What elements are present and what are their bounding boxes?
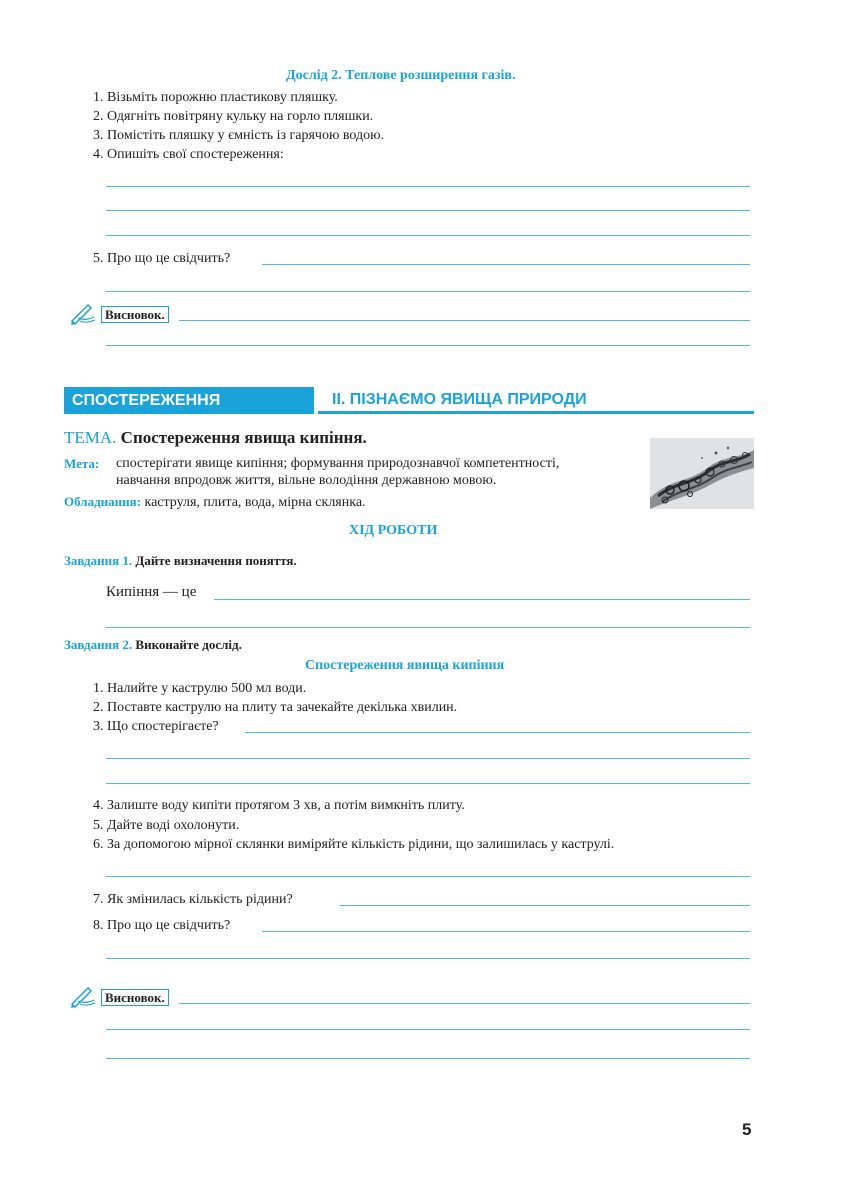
conclusion-label: Висновок. — [101, 989, 169, 1006]
goal-text: навчання впродовж життя, вільне володіння державною мовою. — [116, 473, 497, 488]
answer-line[interactable] — [106, 186, 750, 187]
answer-line[interactable] — [262, 264, 750, 265]
boiling-photo — [650, 438, 754, 509]
answer-line[interactable] — [340, 905, 750, 906]
task2-heading — [64, 637, 242, 653]
answer-line[interactable] — [106, 235, 750, 236]
list-item: 2. Поставте каструлю на плиту та зачекайте декілька хвилин. — [93, 700, 458, 715]
equipment-label: Обладнання: — [64, 494, 141, 509]
answer-line[interactable] — [106, 876, 750, 877]
list-item: 7. Як змінилась кількість рідини? — [93, 892, 293, 907]
section-label: СПОСТЕРЕЖЕННЯ — [64, 387, 314, 414]
answer-line[interactable] — [245, 732, 750, 733]
goal-text: спостерігати явище кипіння; формування природознавчої компетентності, — [116, 456, 560, 471]
answer-line[interactable] — [214, 599, 750, 600]
task1-heading — [64, 553, 297, 569]
list-item: 4. Залиште воду кипіти протягом 3 хв, а потім вимкніть плиту. — [93, 798, 465, 813]
answer-line[interactable] — [106, 783, 750, 784]
answer-line[interactable] — [106, 958, 750, 959]
list-item: 8. Про що це свідчить? — [93, 918, 231, 933]
experiment-subtitle: Спостереження явища кипіння — [305, 658, 505, 673]
answer-line[interactable] — [106, 1029, 750, 1030]
experiment-title: Дослід 2. Теплове розширення газів. — [286, 68, 516, 83]
topic-heading — [64, 428, 367, 448]
conclusion-label: Висновок. — [101, 306, 169, 323]
equipment — [64, 493, 366, 511]
task2-label: Завдання 2. — [64, 637, 133, 652]
goal-label: Мета: — [64, 456, 100, 471]
task2-text: Виконайте дослід. — [135, 637, 242, 652]
list-item: 3. Що спостерігаєте? — [93, 719, 219, 734]
topic-label: ТЕМА. — [64, 428, 117, 447]
topic-text: Спостереження явища кипіння. — [120, 428, 367, 447]
answer-line[interactable] — [106, 758, 750, 759]
answer-line[interactable] — [106, 210, 750, 211]
pen-hand-icon — [70, 301, 96, 325]
answer-line[interactable] — [179, 1003, 750, 1004]
task1-label: Завдання 1. — [64, 553, 133, 568]
answer-line[interactable] — [106, 1058, 750, 1059]
page-number: 5 — [742, 1120, 752, 1139]
list-item: 4. Опишіть свої спостереження: — [93, 147, 284, 162]
list-item: 5. Дайте воді охолонути. — [93, 818, 240, 833]
list-item: 1. Налийте у каструлю 500 мл води. — [93, 681, 307, 696]
task1-text: Дайте визначення поняття. — [135, 553, 297, 568]
procedure-title: ХІД РОБОТИ — [349, 523, 438, 538]
list-item: 3. Помістіть пляшку у ємність із гарячою водою. — [93, 128, 385, 143]
answer-line[interactable] — [106, 291, 750, 292]
list-item: 1. Візьміть порожню пластикову пляшку. — [93, 90, 338, 105]
answer-line[interactable] — [106, 627, 750, 628]
pen-hand-icon — [70, 984, 96, 1008]
list-item: 5. Про що це свідчить? — [93, 251, 231, 266]
answer-line[interactable] — [262, 931, 750, 932]
list-item: 2. Одягніть повітряну кульку на горло пляшки. — [93, 109, 374, 124]
list-item: 6. За допомогою мірної склянки виміряйте кількість рідини, що залишилась у каструлі. — [93, 837, 615, 852]
answer-line[interactable] — [179, 320, 750, 321]
answer-line[interactable] — [106, 345, 750, 346]
equipment-text: каструля, плита, вода, мірна склянка. — [144, 495, 366, 510]
definition-prompt: Кипіння — це — [106, 584, 197, 600]
section-title: ІІ. ПІЗНАЄМО ЯВИЩА ПРИРОДИ — [318, 387, 754, 414]
